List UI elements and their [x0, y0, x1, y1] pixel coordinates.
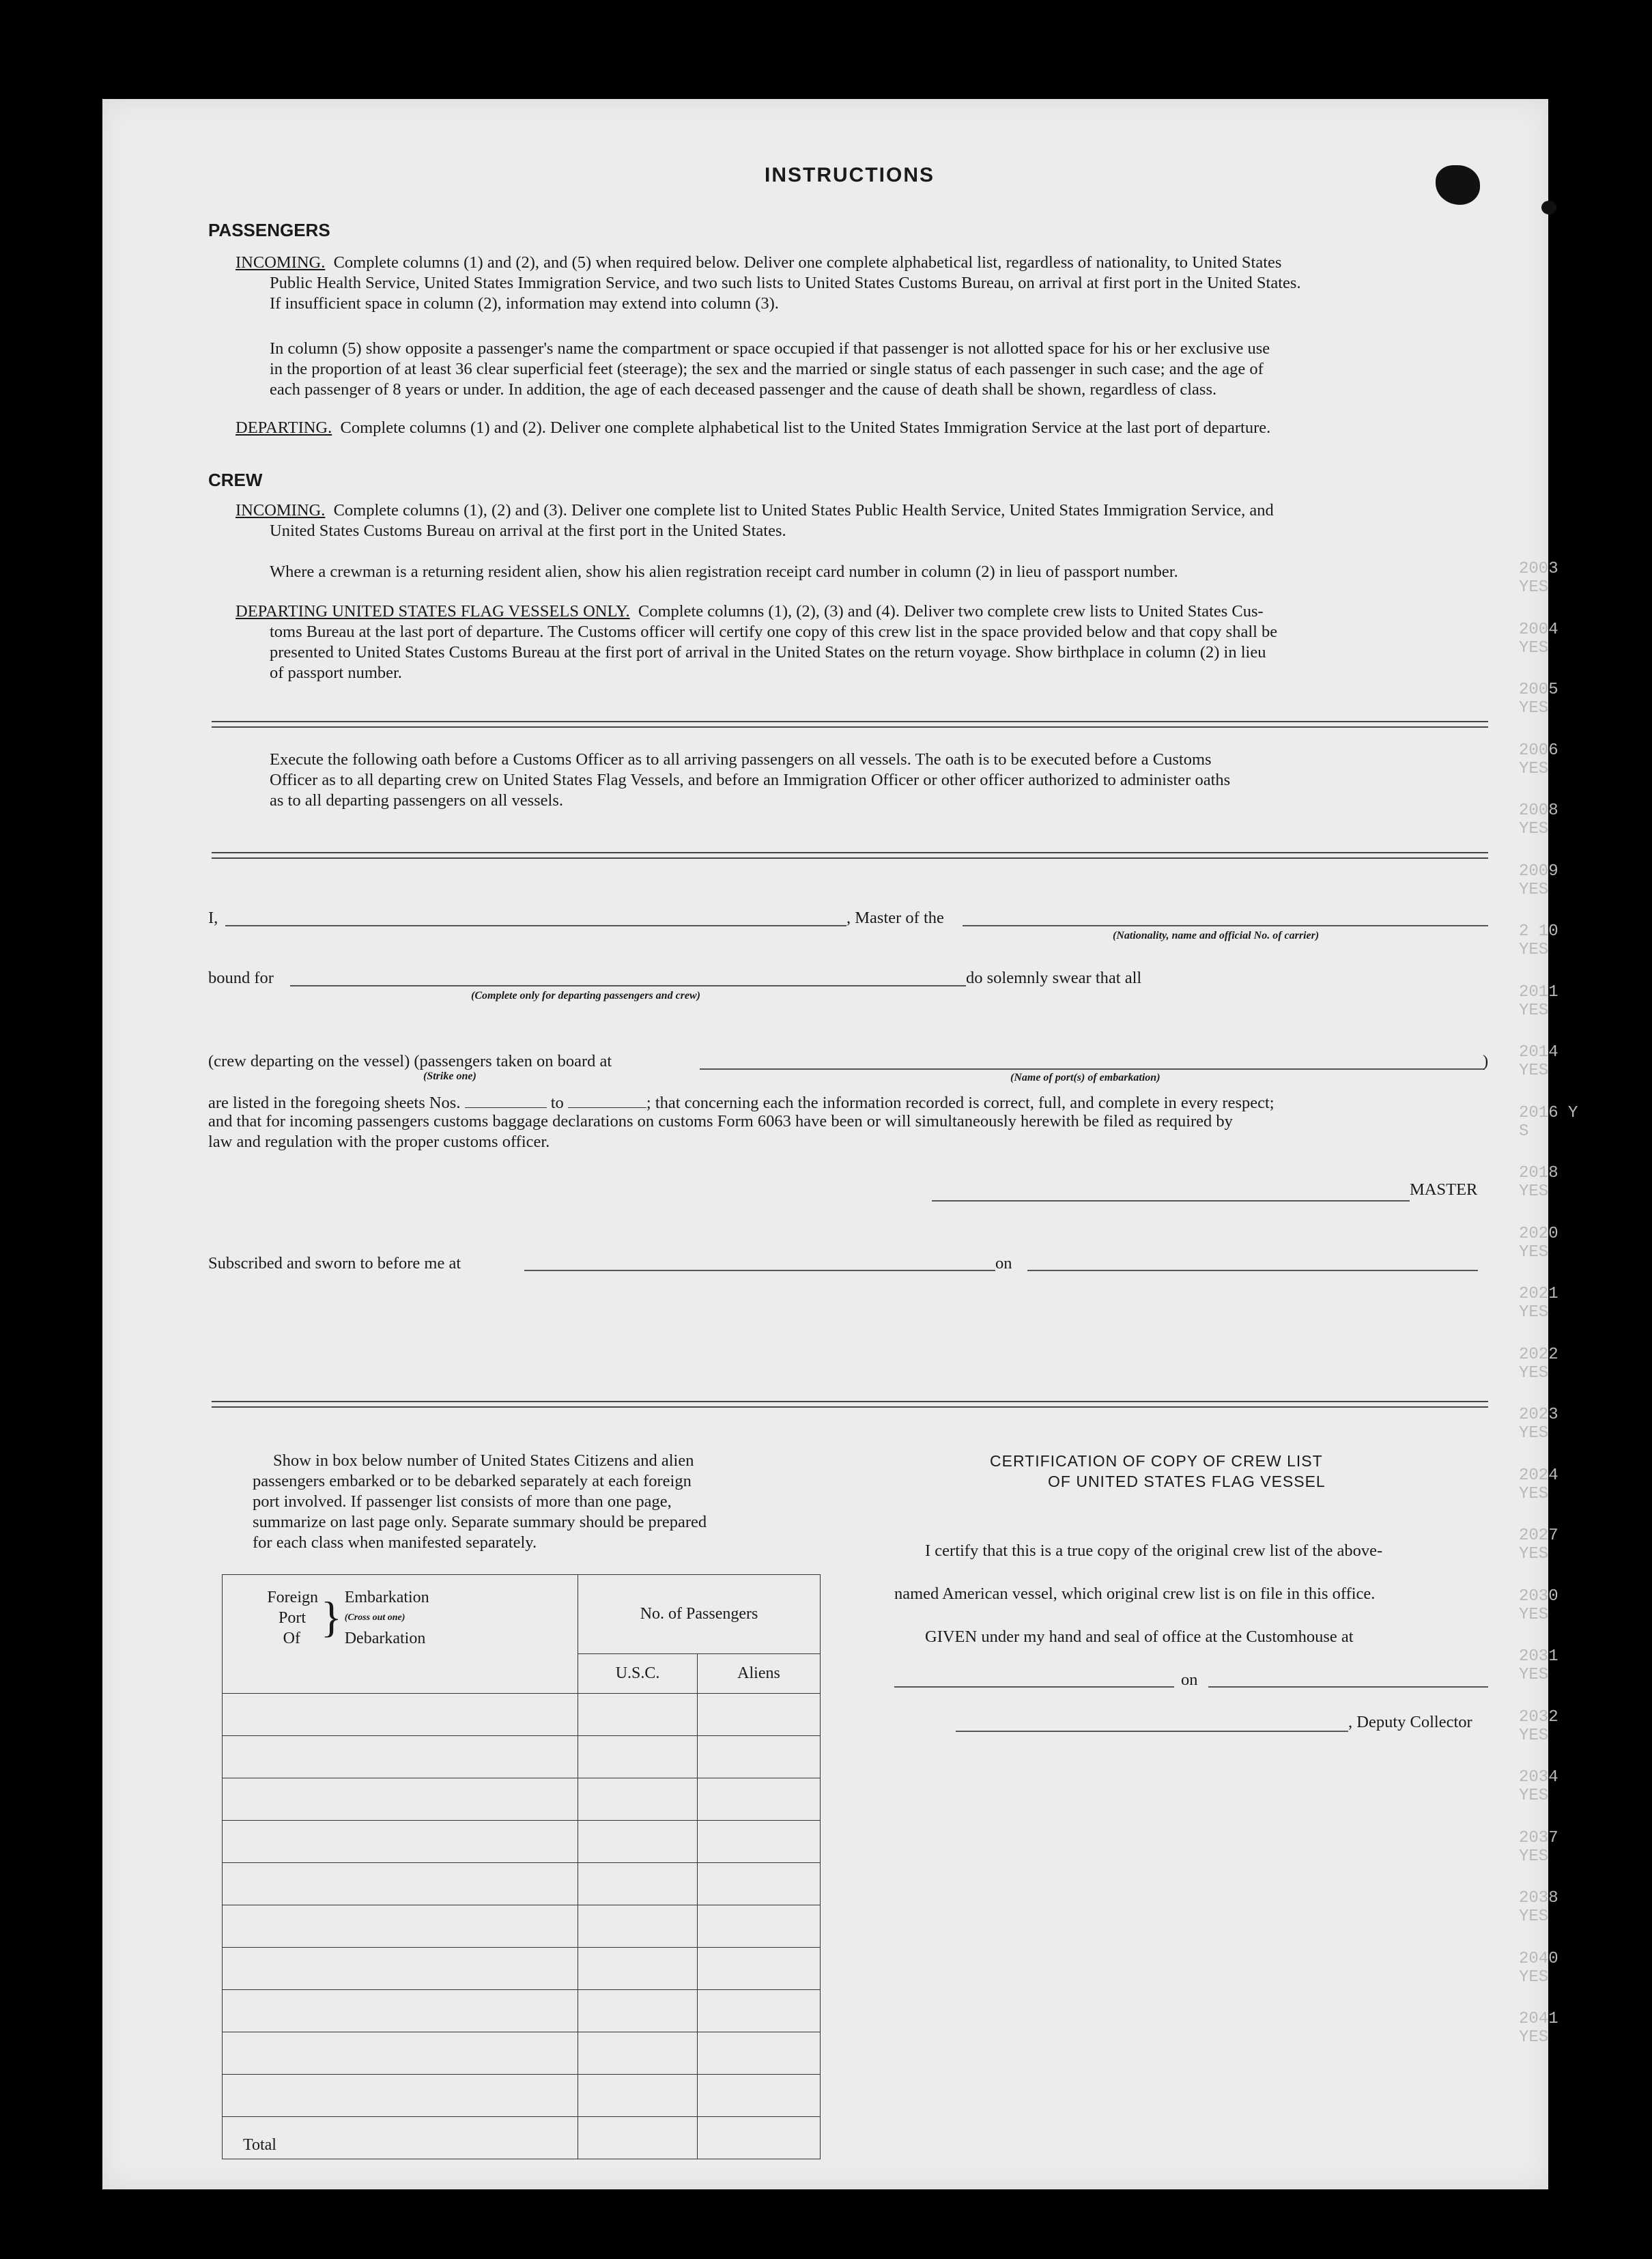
page-title: INSTRUCTIONS	[765, 164, 935, 186]
master-name-field[interactable]	[225, 925, 846, 926]
usc-cell[interactable]	[578, 1694, 698, 1736]
bleed-row-number: 2023 YES	[1519, 1406, 1558, 1443]
deputy-collector-signature[interactable]	[956, 1731, 1348, 1732]
master-signature-field[interactable]	[932, 1200, 1410, 1202]
bleed-row-number: 2016 Y S	[1519, 1103, 1578, 1141]
bleed-row-number: 2 10 YES	[1519, 922, 1558, 959]
listed-rest: ; that concerning each the information recorded is correct, full, and complete in every respect;	[646, 1094, 1274, 1112]
bleed-row-number: 2024 YES	[1519, 1466, 1558, 1503]
sworn-place-field[interactable]	[524, 1270, 995, 1271]
listed-line	[208, 1091, 1498, 1113]
bleed-row-number: 2003 YES	[1519, 560, 1558, 597]
usc-cell[interactable]	[578, 2075, 698, 2117]
subscribed-label: Subscribed and sworn to before me at	[208, 1254, 461, 1273]
bleed-row-number: 2031 YES	[1519, 1647, 1558, 1684]
summary-line-4: summarize on last page only. Separate summary should be prepared	[253, 1513, 707, 1531]
bleed-through-column	[1519, 560, 1587, 2071]
bleed-row-number: 2008 YES	[1519, 801, 1558, 838]
bleed-row-number: 2004 YES	[1519, 620, 1558, 657]
usc-cell[interactable]	[578, 1778, 698, 1821]
passengers-departing-text: Complete columns (1) and (2). Deliver one complete alphabetical list to the United States Immigration Service at the last port of departure.	[340, 418, 1271, 437]
oath-intro	[270, 750, 1492, 811]
sworn-date-field[interactable]	[1027, 1270, 1478, 1271]
bleed-row-number: 2041 YES	[1519, 2010, 1558, 2047]
bleed-row-number: 2011 YES	[1519, 982, 1558, 1020]
port-note: (Name of port(s) of embarkation)	[1010, 1072, 1160, 1083]
passengers-incoming-line-1: Complete columns (1) and (2), and (5) when required below. Deliver one complete alphabetical list, regardless of nationality, to United States	[333, 253, 1282, 272]
total-aliens-cell[interactable]	[698, 2117, 821, 2159]
listed-label: are listed in the foregoing sheets Nos.	[208, 1094, 461, 1112]
passengers-departing-label: DEPARTING.	[236, 418, 332, 437]
crew-departing-label: DEPARTING UNITED STATES FLAG VESSELS ONLY.	[236, 602, 630, 621]
oath-intro-line-3: as to all departing passengers on all vessels.	[270, 791, 564, 810]
master-label: MASTER	[1410, 1180, 1478, 1199]
bleed-row-number: 2022 YES	[1519, 1345, 1558, 1382]
crew-incoming-cont: United States Customs Bureau on arrival at the first port in the United States.	[270, 522, 786, 540]
certification-line-2: named American vessel, which original crew list is on file in this office.	[894, 1585, 1376, 1603]
column5-line-2: in the proportion of at least 36 clear superficial feet (steerage); the sex and the married or single status of each passenger in such case; and the age of	[270, 360, 1264, 378]
carrier-note: (Nationality, name and official No. of carrier)	[1113, 930, 1320, 941]
deputy-collector-label: , Deputy Collector	[1348, 1713, 1472, 1731]
embarkation-option[interactable]: Embarkation	[344, 1589, 429, 1606]
bound-for-label: bound for	[208, 969, 274, 987]
oath-line-2: and that for incoming passengers customs baggage declarations on customs Form 6063 have been or will simultaneously herewith be filed as required by	[208, 1112, 1233, 1131]
usc-cell[interactable]	[578, 2032, 698, 2075]
crew-incoming	[236, 500, 1492, 521]
section-divider-2	[212, 852, 1488, 859]
bleed-row-number: 2018 YES	[1519, 1164, 1558, 1201]
bleed-row-number: 2034 YES	[1519, 1768, 1558, 1805]
bleed-row-number: 2020 YES	[1519, 1224, 1558, 1262]
summary-line-1: Show in box below number of United States Citizens and alien	[273, 1451, 694, 1470]
crew-departing-line-3: presented to United States Customs Bureau at the first port of arrival in the United States on the return voyage. Show birthplace in column (2) in lieu	[270, 643, 1266, 662]
usc-cell[interactable]	[578, 1990, 698, 2032]
crew-departing-label: (crew departing on the vessel) (passengers taken on board at	[208, 1052, 612, 1070]
summary-instructions	[253, 1451, 799, 1553]
usc-header: U.S.C.	[578, 1654, 698, 1694]
aliens-cell[interactable]	[698, 2075, 821, 2117]
port-label: Port	[278, 1609, 306, 1627]
aliens-cell[interactable]	[698, 1736, 821, 1778]
passengers-heading: PASSENGERS	[208, 220, 330, 240]
oath-intro-line-2: Officer as to all departing crew on United States Flag Vessels, and before an Immigration Officer or other officer authorized to administer oaths	[270, 771, 1231, 789]
of-label: Of	[283, 1630, 300, 1647]
aliens-cell[interactable]	[698, 1778, 821, 1821]
port-cell[interactable]	[223, 1948, 578, 1990]
no-passengers-header: No. of Passengers	[578, 1575, 821, 1654]
listed-to-label: to	[550, 1094, 564, 1112]
crew-incoming-line-1: Complete columns (1), (2) and (3). Deliver one complete list to United States Public Health Service, United States Immigration Service, and	[333, 501, 1274, 520]
crew-heading: CREW	[208, 470, 263, 490]
certification-date-field[interactable]	[1208, 1686, 1488, 1688]
crew-departing	[236, 601, 1492, 622]
passengers-incoming-block	[236, 253, 1485, 273]
usc-cell[interactable]	[578, 1821, 698, 1863]
section-divider-3	[212, 1401, 1488, 1408]
usc-cell[interactable]	[578, 1736, 698, 1778]
crew-departing-line-1: Complete columns (1), (2), (3) and (4). Deliver two complete crew lists to United States Cus-	[638, 602, 1264, 621]
column5-line-1: In column (5) show opposite a passenger's name the compartment or space occupied if that passenger is not allotted space for his or her exclusive use	[270, 339, 1270, 358]
certification-line-3: GIVEN under my hand and seal of office at the Customhouse at	[925, 1628, 1354, 1646]
aliens-header: Aliens	[698, 1654, 821, 1694]
oath-line-3: law and regulation with the proper customs officer.	[208, 1133, 550, 1151]
aliens-cell[interactable]	[698, 1694, 821, 1736]
bleed-row-number: 2032 YES	[1519, 1707, 1558, 1745]
passengers-departing	[236, 418, 1492, 438]
strike-one-note: (Strike one)	[423, 1070, 476, 1082]
cross-out-note: (Cross out one)	[344, 1612, 405, 1623]
usc-cell[interactable]	[578, 1863, 698, 1905]
summary-line-5: for each class when manifested separately.	[253, 1533, 537, 1552]
oath-intro-line-1: Execute the following oath before a Customs Officer as to all arriving passengers on all vessels. The oath is to be executed before a Customs	[270, 750, 1212, 769]
sheet-from-field[interactable]	[465, 1091, 547, 1108]
certification-line-1: I certify that this is a true copy of the original crew list of the above-	[925, 1541, 1383, 1560]
port-cell[interactable]	[223, 1863, 578, 1905]
passengers-incoming-cont	[270, 273, 1492, 314]
column5-block	[270, 339, 1492, 400]
crew-departing-cont	[270, 622, 1492, 683]
port-cell[interactable]	[223, 1990, 578, 2032]
summary-line-2: passengers embarked or to be debarked separately at each foreign	[253, 1472, 692, 1490]
crew-departing-line-2: toms Bureau at the last port of departure. The Customs officer will certify one copy of this crew list in the space provided below and that copy shall be	[270, 623, 1278, 641]
bound-for-field[interactable]	[290, 985, 966, 986]
aliens-cell[interactable]	[698, 1863, 821, 1905]
certification-on: on	[1181, 1671, 1198, 1689]
crew-incoming-label: INCOMING.	[236, 501, 326, 520]
port-cell[interactable]	[223, 2032, 578, 2075]
port-cell[interactable]	[223, 1694, 578, 1736]
certification-title-2: OF UNITED STATES FLAG VESSEL	[1048, 1473, 1326, 1490]
embarkation-port-field[interactable]	[700, 1068, 1485, 1070]
aliens-cell[interactable]	[698, 1821, 821, 1863]
debarkation-option[interactable]: Debarkation	[344, 1630, 426, 1647]
aliens-cell[interactable]	[698, 1990, 821, 2032]
bleed-row-number: 2040 YES	[1519, 1949, 1558, 1987]
sheet-to-field[interactable]	[568, 1091, 646, 1108]
oath-i-label: I,	[208, 909, 218, 927]
usc-cell[interactable]	[578, 1948, 698, 1990]
foreign-label: Foreign	[267, 1589, 318, 1606]
passengers-incoming-line-2: Public Health Service, United States Immigration Service, and two such lists to United States Customs Bureau, on arrival at first port in the United States.	[270, 274, 1301, 292]
passengers-incoming-label: INCOMING.	[236, 253, 326, 272]
swear-label: do solemnly swear that all	[966, 969, 1142, 987]
master-of-label: , Master of the	[846, 909, 944, 927]
customhouse-field[interactable]	[894, 1686, 1174, 1688]
certification-title-1: CERTIFICATION OF COPY OF CREW LIST	[990, 1452, 1323, 1470]
total-usc-cell[interactable]	[578, 2117, 698, 2159]
crew-departing-line-4: of passport number.	[270, 664, 402, 682]
crew-resident-text: Where a crewman is a returning resident alien, show his alien registration receipt card number in column (2) in lieu of passport number.	[270, 563, 1178, 581]
port-cell[interactable]	[223, 1778, 578, 1821]
summary-line-3: port involved. If passenger list consists of more than one page,	[253, 1492, 672, 1511]
passenger-summary-table	[222, 1574, 821, 2159]
usc-cell[interactable]	[578, 1905, 698, 1948]
port-cell[interactable]	[223, 2075, 578, 2117]
sworn-on-label: on	[995, 1254, 1012, 1273]
bound-note: (Complete only for departing passengers and crew)	[471, 990, 700, 1001]
bleed-row-number: 2014 YES	[1519, 1043, 1558, 1080]
bleed-row-number: 2005 YES	[1519, 681, 1558, 718]
bleed-row-number: 2027 YES	[1519, 1526, 1558, 1563]
bleed-row-number: 2037 YES	[1519, 1828, 1558, 1866]
scan-blot-small	[1541, 201, 1556, 214]
column5-line-3: each passenger of 8 years or under. In addition, the age of each deceased passenger and the cause of death shall be shown, regardless of class.	[270, 380, 1217, 399]
total-label: Total	[223, 2117, 578, 2159]
aliens-cell[interactable]	[698, 1948, 821, 1990]
bleed-row-number: 2038 YES	[1519, 1889, 1558, 1926]
port-cell[interactable]	[223, 1905, 578, 1948]
bleed-row-number: 2021 YES	[1519, 1285, 1558, 1322]
port-header-cell: Foreign Port Of } Embarkation (Cross out one) Debarkation	[223, 1575, 578, 1694]
bleed-row-number: 2030 YES	[1519, 1587, 1558, 1624]
carrier-field[interactable]	[963, 925, 1488, 926]
bleed-row-number: 2009 YES	[1519, 862, 1558, 899]
port-cell[interactable]	[223, 1736, 578, 1778]
passengers-incoming-line-3: If insufficient space in column (2), information may extend into column (3).	[270, 294, 779, 313]
close-paren: )	[1483, 1052, 1489, 1070]
section-divider-1	[212, 721, 1488, 728]
bleed-row-number: 2006 YES	[1519, 741, 1558, 778]
port-cell[interactable]	[223, 1821, 578, 1863]
aliens-cell[interactable]	[698, 2032, 821, 2075]
aliens-cell[interactable]	[698, 1905, 821, 1948]
